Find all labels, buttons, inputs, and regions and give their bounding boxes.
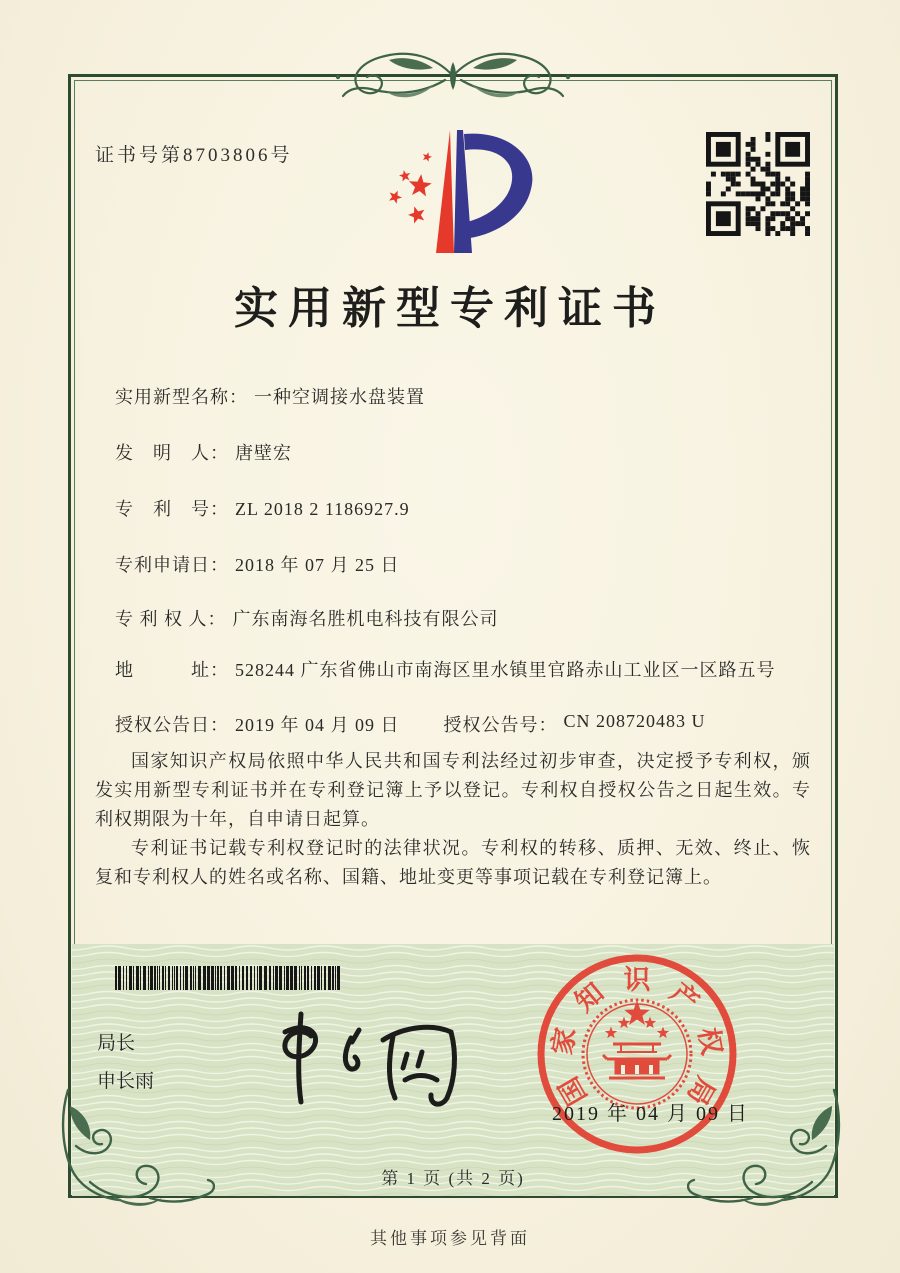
seal-arc-text — [547, 965, 727, 1110]
logo-stars — [389, 152, 432, 223]
bottom-left-corner-flourish — [50, 1086, 215, 1216]
director-signature-icon — [255, 1002, 470, 1112]
field-row-patent-number — [115, 495, 410, 524]
cnipa-logo-icon — [358, 124, 558, 259]
field-row-grant — [115, 711, 706, 737]
svg-text:权: 权 — [692, 1025, 728, 1058]
top-border-flourish — [321, 44, 585, 108]
certificate-title: 实用新型专利证书 — [234, 284, 666, 333]
seal-date: 2019 年 04 月 09 日 — [552, 1103, 749, 1125]
certificate-number: 证书号第8703806号 — [95, 145, 293, 166]
field-label: 专 利 权 人： — [115, 609, 227, 629]
logo-red-spire — [436, 130, 454, 253]
field-label: 专利申请日： — [115, 555, 229, 575]
field-value: 528244 广东省佛山市南海区里水镇里官路赤山工业区一区路五号 — [235, 660, 776, 680]
svg-text:局: 局 — [681, 1071, 721, 1111]
field-row-inventor — [115, 439, 292, 468]
grant-number-value: CN 208720483 U — [563, 711, 706, 731]
field-row-name — [115, 383, 425, 412]
page-indicator: 第 1 页 (共 2 页) — [381, 1169, 525, 1188]
field-value: ZL 2018 2 1186927.9 — [235, 499, 410, 519]
field-label: 地 址： — [115, 660, 229, 680]
director-title: 局长 — [97, 1033, 136, 1054]
barcode-icon — [115, 966, 345, 990]
director-name: 申长雨 — [97, 1071, 155, 1092]
footer-note: 其他事项参见背面 — [370, 1229, 530, 1248]
seal-national-emblem — [603, 1002, 671, 1078]
svg-text:识: 识 — [623, 965, 651, 995]
logo-blue-bowl — [464, 134, 532, 238]
field-row-address — [115, 656, 801, 685]
field-row-filing-date — [115, 551, 400, 580]
grant-date-value: 2019 年 04 月 09 日 — [235, 715, 400, 735]
field-label: 实用新型名称： — [115, 387, 248, 407]
legal-paragraph-1: 国家知识产权局依照中华人民共和国专利法经过初步审查，决定授予专利权，颁发实用新型专利证书并在专利登记簿上予以登记。专利权自授权公告之日起生效。专利权期限为十年，自申请日起算。 — [95, 751, 811, 829]
official-seal-icon — [525, 942, 749, 1166]
field-row-patentee — [115, 605, 499, 634]
svg-text:家: 家 — [546, 1025, 582, 1058]
field-label: 授权公告号： — [443, 715, 558, 735]
field-value: 2018 年 07 月 25 日 — [235, 555, 400, 575]
field-label: 授权公告日： — [115, 715, 229, 735]
legal-paragraph-2: 专利证书记载专利权登记时的法律状况。专利权的转移、质押、无效、终止、恢复和专利权人的姓名或名称、国籍、地址变更等事项记载在专利登记簿上。 — [95, 838, 811, 887]
field-value: 广东南海名胜机电科技有限公司 — [232, 609, 499, 629]
field-value: 唐壁宏 — [235, 443, 292, 463]
field-label: 发 明 人： — [115, 443, 229, 463]
svg-text:知: 知 — [569, 977, 610, 1018]
svg-text:国: 国 — [553, 1071, 593, 1111]
field-label: 专 利 号： — [115, 499, 229, 519]
qr-code-icon — [706, 132, 810, 236]
field-value: 一种空调接水盘装置 — [254, 387, 425, 407]
svg-text:产: 产 — [664, 977, 705, 1018]
legal-text — [95, 747, 811, 892]
